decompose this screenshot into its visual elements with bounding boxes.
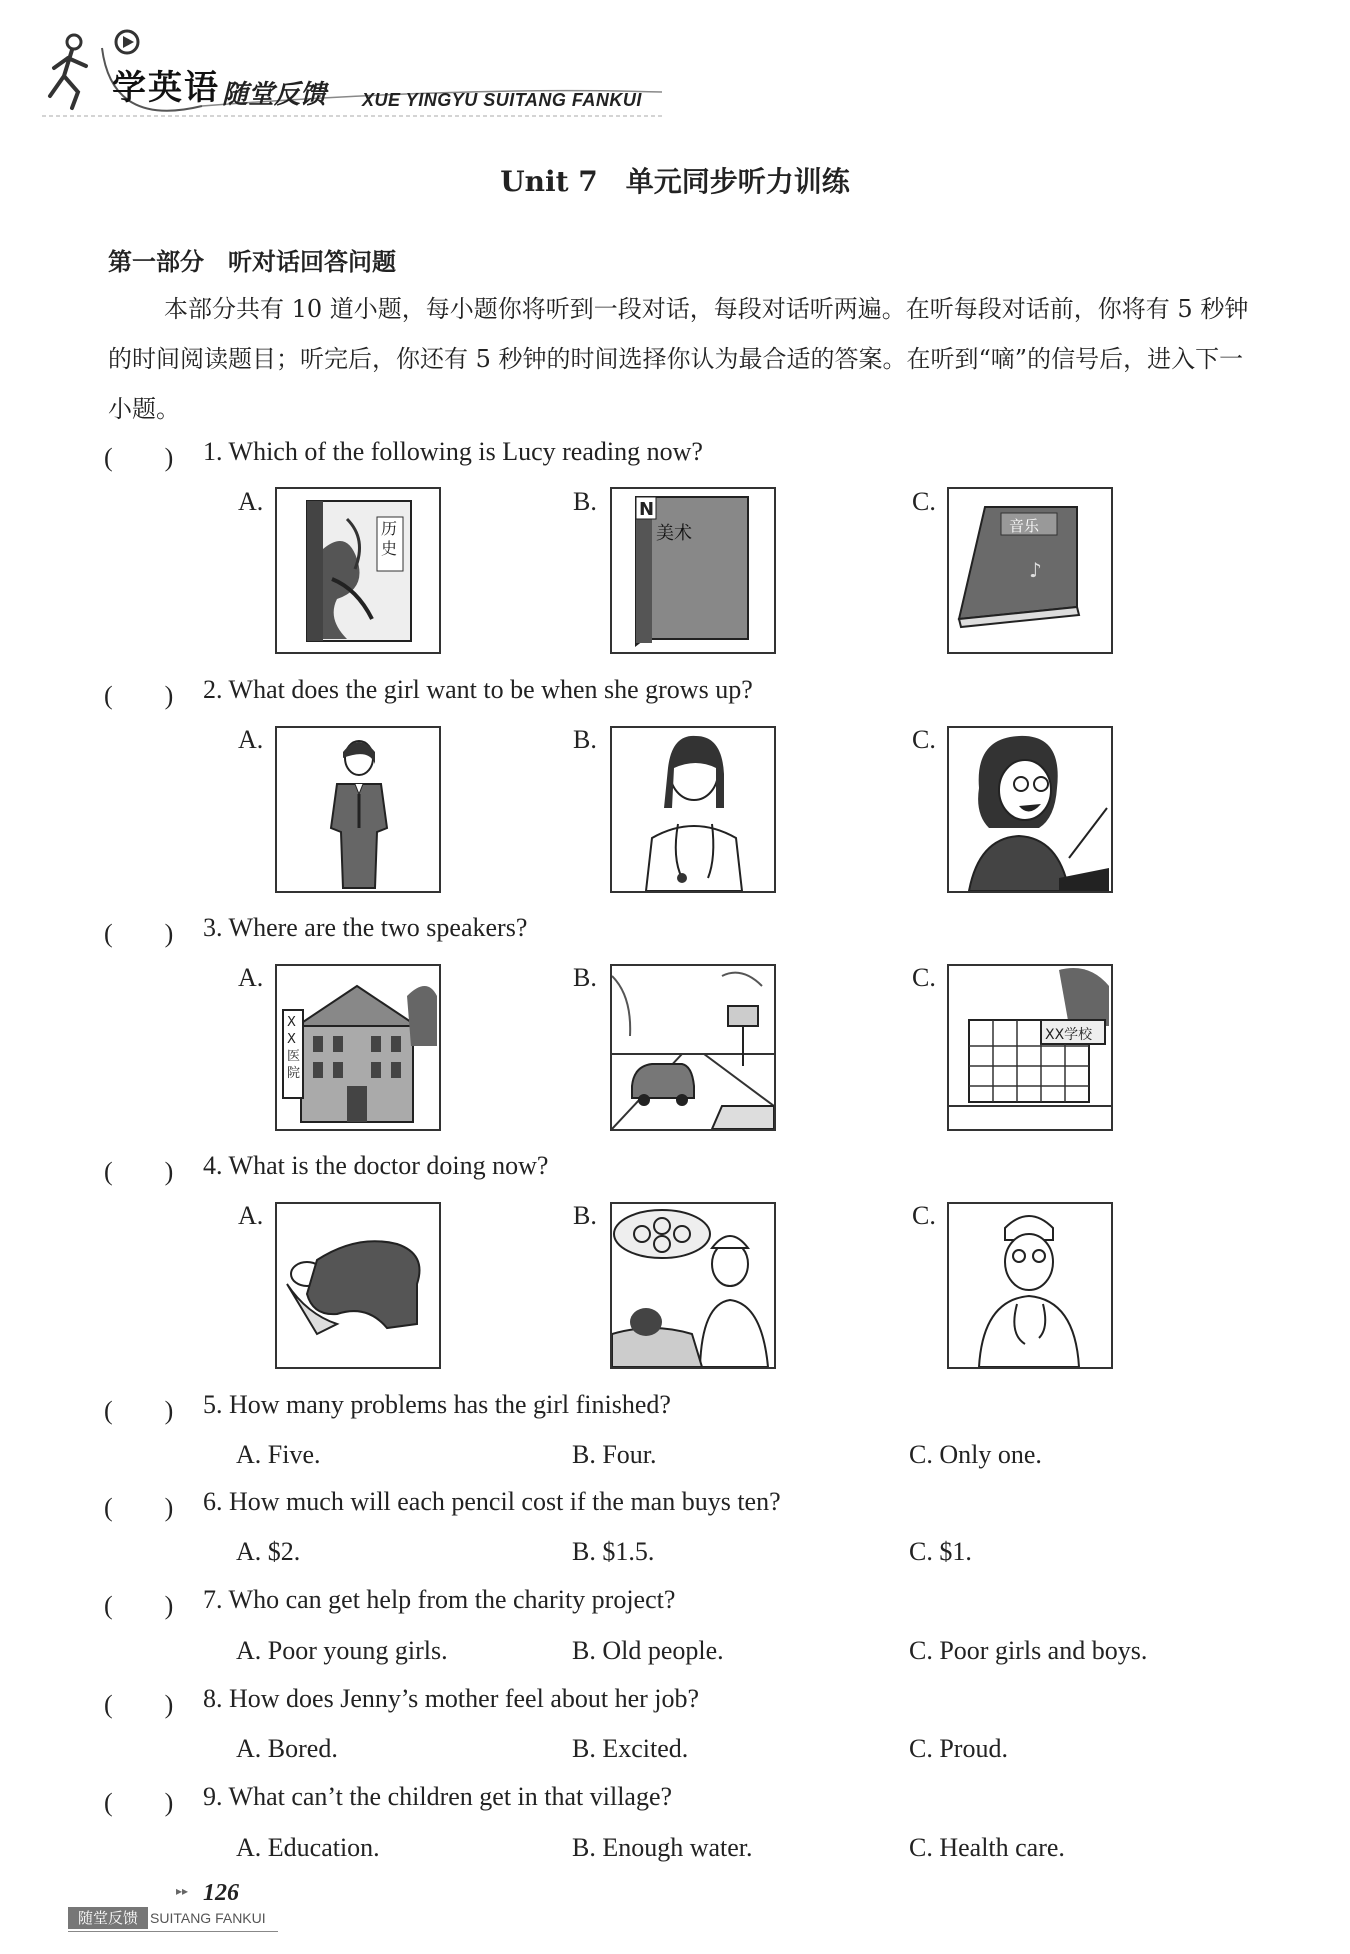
option-a[interactable]: A. Poor young girls. (236, 1636, 448, 1665)
page-number: 126 (203, 1880, 239, 1906)
building-label: XX学校 (1045, 1027, 1093, 1043)
option-c[interactable]: C. Proud. (909, 1734, 1008, 1763)
option-image-hospital-building[interactable] (275, 964, 441, 1131)
header-subtitle-cn: 随堂反馈 (222, 80, 327, 110)
option-c[interactable]: C. Only one. (909, 1440, 1042, 1469)
option-c[interactable]: C. $1. (909, 1537, 972, 1566)
question-text: 1. Which of the following is Lucy reading now? (203, 437, 703, 466)
answer-blank[interactable]: ( ) (104, 1788, 174, 1817)
option-letter: B. (573, 963, 597, 992)
option-image-art-book[interactable] (610, 487, 776, 654)
option-c[interactable]: C. Poor girls and boys. (909, 1636, 1148, 1665)
section-instructions: 本部分共有 10 道小题，每小题你将听到一段对话，每段对话听两遍。在听每段对话前，你将有 5 秒钟的时间阅读题目；听完后，你还有 5 秒钟的时间选择你认为最合适的答案。在听到“嘀”的信号后，进入下一小题。 (108, 295, 1249, 423)
book-label: 音乐 (1009, 517, 1040, 535)
answer-blank[interactable]: ( ) (104, 919, 174, 948)
footer-divider (68, 1931, 278, 1932)
option-letter: B. (573, 725, 597, 754)
footer-tag-en: SUITANG FANKUI (150, 1910, 266, 1926)
question-text: 6. How much will each pencil cost if the man buys ten? (203, 1487, 781, 1516)
option-letter: B. (573, 1201, 597, 1230)
option-letter: C. (912, 725, 936, 754)
page-title: Unit 7 单元同步听力训练 (500, 165, 850, 198)
svg-text:N: N (639, 499, 655, 520)
option-letter: B. (573, 487, 597, 516)
question-text: 7. Who can get help from the charity project? (203, 1585, 676, 1614)
option-c[interactable]: C. Health care. (909, 1833, 1065, 1862)
question-text: 4. What is the doctor doing now? (203, 1151, 549, 1180)
option-b[interactable]: B. Four. (572, 1440, 657, 1469)
section-title: 第一部分 听对话回答问题 (108, 248, 396, 276)
option-a[interactable]: A. Bored. (236, 1734, 338, 1763)
option-b[interactable]: B. $1.5. (572, 1537, 655, 1566)
book-label: 历史 (381, 519, 398, 558)
answer-blank[interactable]: ( ) (104, 1157, 174, 1186)
question-text: 5. How many problems has the girl finished? (203, 1390, 671, 1419)
option-a[interactable]: A. $2. (236, 1537, 301, 1566)
option-image-music-book[interactable] (947, 487, 1113, 654)
answer-blank[interactable]: ( ) (104, 1591, 174, 1620)
answer-blank[interactable]: ( ) (104, 681, 174, 710)
option-image-doctor-stethoscope[interactable] (947, 1202, 1113, 1369)
footer-arrow-icon: ▸▸ (176, 1884, 189, 1898)
option-image-road-car[interactable] (610, 964, 776, 1131)
option-image-operation-room[interactable] (610, 1202, 776, 1369)
svg-text:♪: ♪ (1029, 558, 1042, 582)
question-text: 8. How does Jenny’s mother feel about her job? (203, 1684, 700, 1713)
option-image-sleeping-person[interactable] (275, 1202, 441, 1369)
option-b[interactable]: B. Enough water. (572, 1833, 753, 1862)
option-b[interactable]: B. Old people. (572, 1636, 724, 1665)
header-title-cn: 学英语 (112, 68, 220, 108)
book-label: 美术 (656, 523, 692, 544)
option-letter: A. (238, 963, 264, 992)
option-image-history-book[interactable] (275, 487, 441, 654)
answer-blank[interactable]: ( ) (104, 1493, 174, 1522)
question-text: 3. Where are the two speakers? (203, 913, 528, 942)
option-image-school-building[interactable] (947, 964, 1113, 1131)
option-letter: A. (238, 1201, 264, 1230)
option-letter: C. (912, 1201, 936, 1230)
option-image-doctor-girl[interactable] (610, 726, 776, 893)
option-a[interactable]: A. Education. (236, 1833, 380, 1862)
building-label: XX医院 (287, 1015, 301, 1081)
question-text: 2. What does the girl want to be when she grows up? (203, 675, 753, 704)
option-letter: C. (912, 963, 936, 992)
question-text: 9. What can’t the children get in that village? (203, 1782, 673, 1811)
answer-blank[interactable]: ( ) (104, 1690, 174, 1719)
option-letter: C. (912, 487, 936, 516)
option-a[interactable]: A. Five. (236, 1440, 321, 1469)
option-b[interactable]: B. Excited. (572, 1734, 689, 1763)
option-image-policewoman[interactable] (275, 726, 441, 893)
footer-tag-cn: 随堂反馈 (68, 1907, 148, 1929)
option-letter: A. (238, 725, 264, 754)
header-title-en: XUE YINGYU SUITANG FANKUI (362, 90, 642, 110)
answer-blank[interactable]: ( ) (104, 1396, 174, 1425)
option-image-teacher-girl[interactable] (947, 726, 1113, 893)
answer-blank[interactable]: ( ) (104, 443, 174, 472)
option-letter: A. (238, 487, 264, 516)
